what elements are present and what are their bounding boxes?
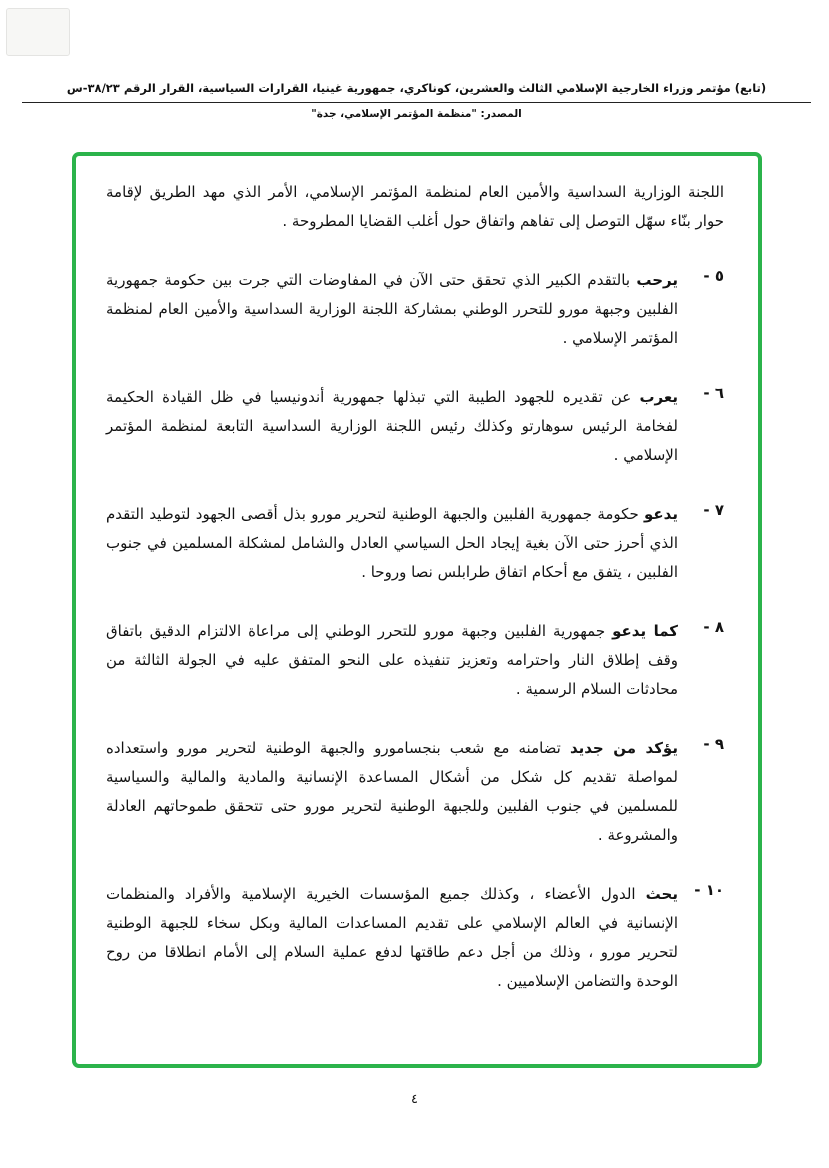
page-number: ٤ bbox=[411, 1092, 418, 1107]
item-number: ٩ - bbox=[703, 735, 724, 753]
resolution-item-6 bbox=[106, 383, 724, 470]
header-line-1: (تابع) مؤتمر وزراء الخارجية الإسلامي الثالث والعشرين، كوناكري، جمهورية غينيا، القرارات السياسية، القرار الرقم ٣٨/٢٣-س bbox=[66, 81, 767, 95]
item-number: ٦ - bbox=[703, 384, 724, 402]
item-lead-word: يؤكد من جديد bbox=[569, 739, 678, 757]
header-divider bbox=[22, 102, 811, 103]
item-text bbox=[106, 617, 678, 704]
item-body-text: الدول الأعضاء ، وكذلك جميع المؤسسات الخيرية الإسلامية والأفراد والمنظمات الإنسانية في العالم الإسلامي على تقديم المساعدات المالية وبكل سخاء للجبهة الوطنية لتحرير مورو ، وذلك من أجل دعم طاقتها لدفع عملية السلام إلى الأمام انطلاقا من روح الوحدة والتضامن الإسلاميين . bbox=[106, 885, 678, 990]
item-lead-word: يرحب bbox=[636, 271, 678, 289]
item-body-text: حكومة جمهورية الفلبين والجبهة الوطنية لتحرير مورو بذل أقصى الجهود لتوطيد التقدم الذي أحرز حتى الآن بغية إيجاد الحل السياسي العادل والشامل لمشكلة المسلمين في جنوب الفلبين ، يتفق مع أحكام اتفاق طرابلس نصا وروحا . bbox=[106, 505, 678, 581]
item-lead-word: يعرب bbox=[639, 388, 678, 406]
item-text bbox=[106, 880, 678, 996]
item-text bbox=[106, 500, 678, 587]
item-body-text: جمهورية الفلبين وجبهة مورو للتحرر الوطني إلى مراعاة الالتزام الدقيق باتفاق وقف إطلاق النار واحترامه وتعزيز تنفيذه على النحو المتفق عليه في الجولة الثالثة من محادثات السلام الرسمية . bbox=[106, 622, 678, 698]
item-lead-word: يحث bbox=[645, 885, 678, 903]
resolution-item-5 bbox=[106, 266, 724, 353]
item-text bbox=[106, 383, 678, 470]
item-text bbox=[106, 734, 678, 850]
continuation-paragraph: اللجنة الوزارية السداسية والأمين العام لمنظمة المؤتمر الإسلامي، الأمر الذي مهد الطريق لإقامة حوار بنّاء سهّل التوصل إلى تفاهم واتفاق حول أغلب القضايا المطروحة . bbox=[106, 183, 724, 230]
item-lead-word: يدعو bbox=[644, 505, 678, 523]
item-number: ٥ - bbox=[703, 267, 724, 285]
item-number: ١٠ - bbox=[694, 881, 724, 899]
header-source-line: المصدر: "منظمة المؤتمر الإسلامي، جدة" bbox=[311, 108, 522, 121]
item-body-text: تضامنه مع شعب بنجسامورو والجبهة الوطنية لتحرير مورو واستعداده لمواصلة تقديم كل شكل من أشكال المساعدة الإنسانية والمادية والمالية والسياسية للمسلمين في جنوب الفلبين وللجبهة الوطنية لتحرير مورو حتى تتحقق طموحاتهم العادلة والمشروعة . bbox=[106, 739, 678, 844]
item-body-text: عن تقديره للجهود الطيبة التي تبذلها جمهورية أندونيسيا في ظل القيادة الحكيمة لفخامة الرئيس سوهارتو وكذلك رئيس اللجنة الوزارية السداسية التابعة لمنظمة المؤتمر الإسلامي . bbox=[106, 388, 678, 464]
resolution-item-8 bbox=[106, 617, 724, 704]
highlight-box bbox=[72, 152, 762, 1068]
resolution-item-10 bbox=[106, 880, 724, 996]
item-lead-word: كما يدعو bbox=[612, 622, 678, 640]
item-text bbox=[106, 266, 678, 353]
resolution-item-9 bbox=[106, 734, 724, 850]
scan-artifact bbox=[6, 8, 70, 56]
item-number: ٧ - bbox=[703, 501, 724, 519]
item-number: ٨ - bbox=[703, 618, 724, 636]
document-header bbox=[22, 80, 811, 120]
item-body-text: بالتقدم الكبير الذي تحقق حتى الآن في المفاوضات التي جرت بين حكومة جمهورية الفلبين وجبهة مورو للتحرر الوطني بمشاركة اللجنة الوزارية السداسية والأمين العام لمنظمة المؤتمر الإسلامي . bbox=[106, 271, 678, 347]
resolution-item-7 bbox=[106, 500, 724, 587]
